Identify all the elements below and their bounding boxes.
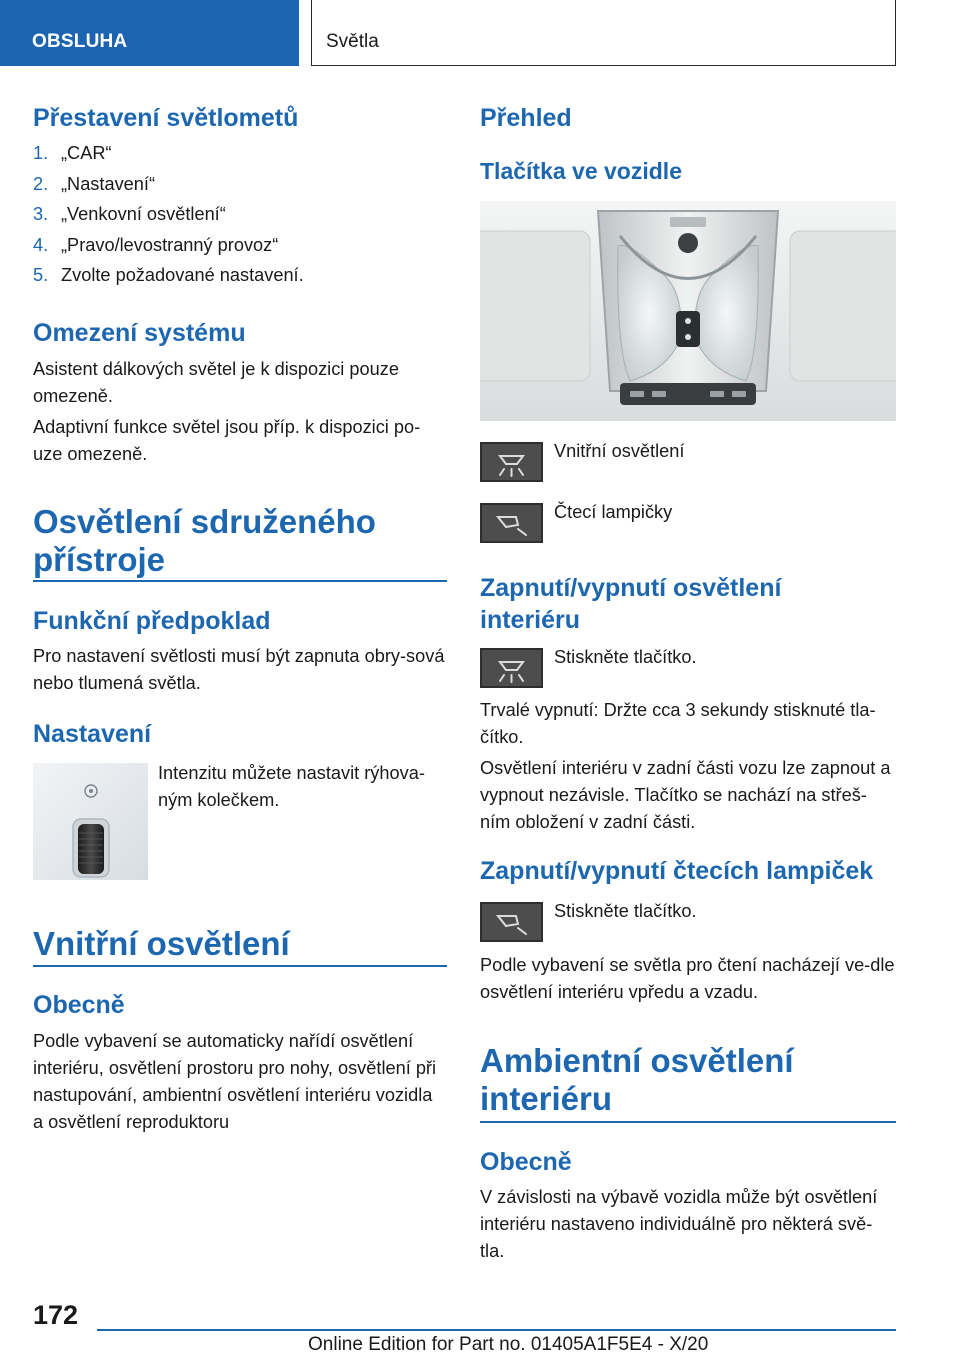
heading-buttons-in-vehicle: Tlačítka ve vozidle	[480, 158, 682, 184]
heading-overview: Přehled	[480, 104, 572, 132]
section-divider	[480, 1121, 896, 1123]
reading-lamp-icon	[480, 902, 543, 942]
dimmer-wheel-image	[33, 763, 148, 880]
list-item: 1. „CAR“	[33, 143, 112, 163]
reading-lamp-label: Čtecí lampičky	[554, 502, 673, 522]
heading-prerequisite: Funkční předpoklad	[33, 607, 271, 635]
heading-setting: Nastavení	[33, 720, 152, 748]
rear-lighting-paragraph: Osvětlení interiéru v zadní části vozu lze zapnout a vypnout nezávisle. Tlačítko se nachází na střeš-ním obložení v zadní části.	[480, 758, 891, 832]
section-divider	[33, 965, 447, 967]
list-item: 2. „Nastavení“	[33, 173, 156, 194]
heading-headlight-adjust: Přestavení světlometů	[33, 104, 299, 132]
heading-system-limits: Omezení systému	[33, 319, 246, 347]
press-button-text: Stiskněte tlačítko.	[554, 647, 697, 667]
limits-paragraph-1: Asistent dálkových světel je k dispozici pouze omezeně.	[33, 359, 399, 406]
heading-ambient-lighting: Ambientní osvětlení interiéru	[480, 1042, 794, 1117]
list-item: 5. Zvolte požadované nastavení.	[33, 265, 304, 285]
heading-reading-onoff: Zapnutí/vypnutí čtecích lampiček	[480, 857, 874, 885]
roof-console-image	[480, 201, 896, 421]
limits-paragraph-2: Adaptivní funkce světel jsou příp. k dispozici po-uze omezeně.	[33, 417, 421, 464]
list-item: 4. „Pravo/levostranný provoz“	[33, 234, 279, 255]
heading-interior-lighting: Vnitřní osvětlení	[33, 925, 290, 962]
reading-lights-paragraph: Podle vybavení se světla pro čtení nacházejí ve-dle osvětlení interiéru vpředu a vzadu.	[480, 955, 895, 1002]
footer-divider	[97, 1329, 896, 1331]
interior-light-icon	[480, 648, 543, 688]
setting-paragraph: Intenzitu můžete nastavit rýhova-ným kolečkem.	[158, 763, 425, 810]
reading-lamp-icon	[480, 503, 543, 543]
footer-edition: Online Edition for Part no. 01405A1F5E4 - X/20	[308, 1334, 709, 1355]
list-item: 3. „Venkovní osvětlení“	[33, 204, 226, 224]
interior-light-label: Vnitřní osvětlení	[554, 441, 685, 461]
general-paragraph: Podle vybavení se automaticky nařídí osvětlení interiéru, osvětlení prostoru pro nohy, osvětlení při nastupování, ambientní osvětlení interiéru vozidla a osvětlení reproduktoru	[33, 1031, 437, 1132]
section-divider	[33, 580, 447, 582]
section-tab: OBSLUHA	[0, 0, 299, 66]
permanent-off-paragraph: Trvalé vypnutí: Držte cca 3 sekundy stisknuté tla-čítko.	[480, 700, 876, 747]
heading-instrument-lighting: Osvětlení sdruženého přístroje	[33, 503, 376, 578]
chapter-title: Světla	[311, 0, 896, 66]
heading-interior-onoff: Zapnutí/vypnutí osvětlení interiéru	[480, 574, 782, 634]
heading-general: Obecně	[33, 991, 125, 1019]
press-button-text: Stiskněte tlačítko.	[554, 901, 697, 921]
ambient-paragraph: V závislosti na výbavě vozidla může být osvětlení interiéru nastaveno individuálně pro některá svě-tla.	[480, 1187, 878, 1261]
heading-general-ambient: Obecně	[480, 1148, 572, 1176]
steps-list	[33, 143, 304, 296]
interior-light-icon	[480, 442, 543, 482]
page-number: 172	[33, 1300, 79, 1330]
prerequisite-paragraph: Pro nastavení světlosti musí být zapnuta obry-sová nebo tlumená světla.	[33, 646, 445, 693]
